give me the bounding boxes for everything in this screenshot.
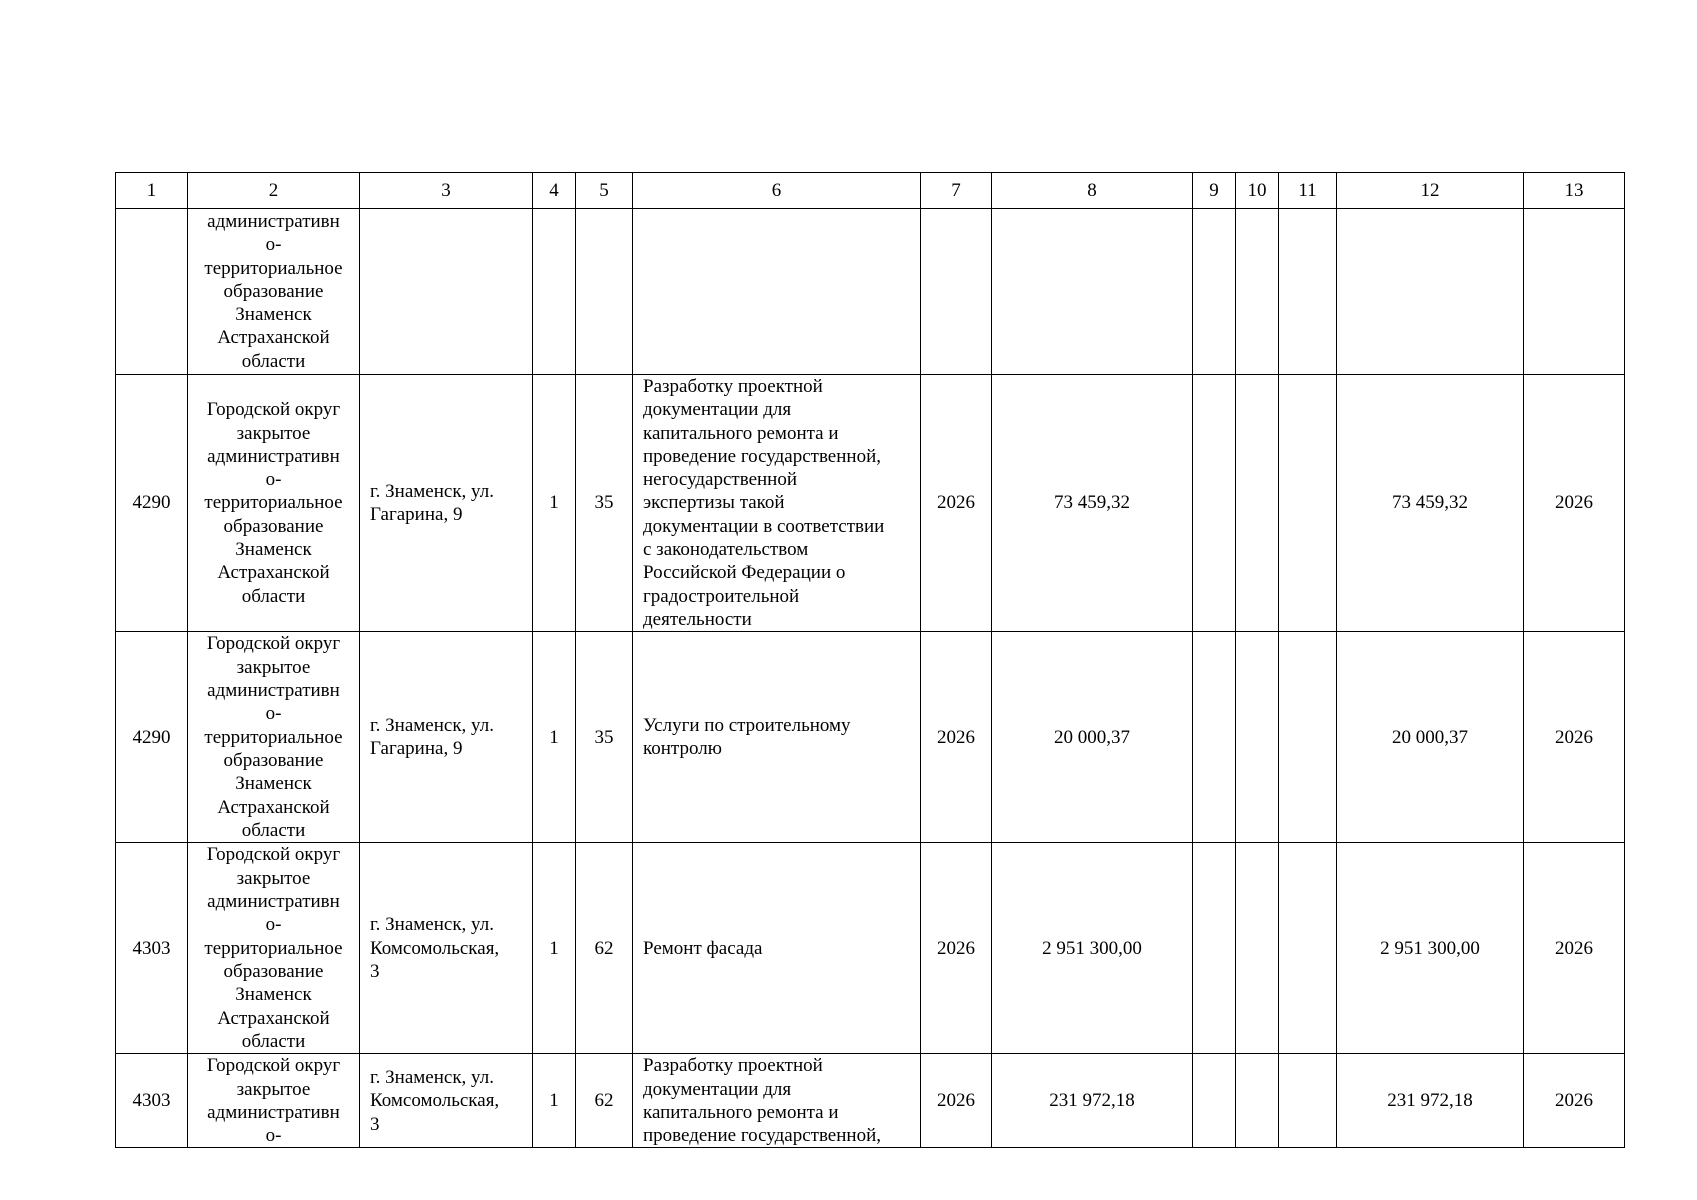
work-type-line: деятельности (643, 608, 752, 630)
address-line: Комсомольская, (370, 937, 500, 959)
work-type-line: градостроительной (643, 585, 800, 607)
amount-cell: 231 972,18 (1337, 1054, 1524, 1148)
year-cell: 2026 (921, 375, 992, 632)
municipality-line: административн (207, 445, 340, 467)
row-number-cell: 4303 (116, 843, 188, 1054)
municipality-line: образование (223, 280, 324, 302)
address-line: г. Знаменск, ул. (370, 714, 494, 736)
row-number-cell: 4290 (116, 375, 188, 632)
municipality-line: Астраханской (217, 327, 330, 349)
header-cell: 12 (1337, 173, 1524, 209)
header-cell: 9 (1193, 173, 1236, 209)
col10-cell (1236, 1054, 1279, 1148)
address-cell (360, 632, 533, 843)
completion-year-cell: 2026 (1524, 1054, 1625, 1148)
work-type-line: проведение государственной, (643, 445, 881, 467)
col11-cell (1279, 843, 1337, 1054)
row-number-cell: 4303 (116, 1054, 188, 1148)
address-line: Гагарина, 9 (370, 504, 463, 526)
header-cell: 1 (116, 173, 188, 209)
header-cell: 2 (188, 173, 360, 209)
municipality-line: административн (207, 680, 340, 702)
municipality-line: Знаменск (235, 539, 312, 561)
col4-cell (533, 209, 576, 375)
work-type-cell (633, 843, 921, 1054)
col9-cell (1193, 632, 1236, 843)
municipality-line: области (241, 350, 306, 372)
municipality-line: Астраханской (217, 1007, 330, 1029)
col11-cell (1279, 632, 1337, 843)
address-cell (360, 209, 533, 375)
work-type-line: проведение государственной, (643, 1125, 881, 1147)
completion-year-cell: 2026 (1524, 843, 1625, 1054)
work-type-cell (633, 375, 921, 632)
col4-cell: 1 (533, 375, 576, 632)
table-row (116, 632, 1625, 843)
row-number-cell: 4290 (116, 632, 188, 843)
col5-cell: 35 (576, 632, 633, 843)
municipality-line: территориальное (204, 492, 343, 514)
year-cell: 2026 (921, 632, 992, 843)
col10-cell (1236, 843, 1279, 1054)
municipality-cell (188, 209, 360, 375)
municipality-line: области (241, 585, 306, 607)
work-type-line: документации для (643, 1078, 792, 1100)
row-number-cell (116, 209, 188, 375)
year-cell: 2026 (921, 1054, 992, 1148)
address-cell (360, 375, 533, 632)
municipality-line: закрытое (236, 422, 311, 444)
header-cell: 4 (533, 173, 576, 209)
work-type-line: документации для (643, 399, 792, 421)
col9-cell (1193, 209, 1236, 375)
work-type-cell (633, 632, 921, 843)
amount-cell: 73 459,32 (1337, 375, 1524, 632)
cost-cell: 73 459,32 (992, 375, 1193, 632)
municipality-cell (188, 632, 360, 843)
completion-year-cell: 2026 (1524, 375, 1625, 632)
municipality-line: о- (265, 234, 282, 256)
address-cell (360, 843, 533, 1054)
municipality-line: образование (223, 515, 324, 537)
municipality-cell (188, 843, 360, 1054)
address-line: г. Знаменск, ул. (370, 914, 494, 936)
table-header-row (116, 173, 1625, 209)
municipality-line: закрытое (236, 656, 311, 678)
municipality-line: о- (265, 469, 282, 491)
municipality-line: образование (223, 749, 324, 771)
municipality-line: о- (265, 1125, 282, 1147)
municipality-line: территориальное (204, 726, 343, 748)
municipality-line: Городской округ (206, 399, 341, 421)
col4-cell: 1 (533, 1054, 576, 1148)
cost-cell (992, 209, 1193, 375)
header-cell: 6 (633, 173, 921, 209)
work-type-line: Услуги по строительному (643, 714, 851, 736)
municipality-line: Астраханской (217, 562, 330, 584)
header-cell: 10 (1236, 173, 1279, 209)
work-type-line: документации в соответствии (643, 515, 885, 537)
col4-cell: 1 (533, 843, 576, 1054)
municipality-cell (188, 1054, 360, 1148)
col11-cell (1279, 209, 1337, 375)
header-cell: 11 (1279, 173, 1337, 209)
work-type-line: Ремонт фасада (643, 937, 763, 959)
col11-cell (1279, 375, 1337, 632)
work-type-cell (633, 1054, 921, 1148)
col10-cell (1236, 375, 1279, 632)
table-row (116, 209, 1625, 375)
municipality-line: территориальное (204, 937, 343, 959)
col9-cell (1193, 375, 1236, 632)
amount-cell (1337, 209, 1524, 375)
address-line: Гагарина, 9 (370, 738, 463, 760)
cost-cell: 231 972,18 (992, 1054, 1193, 1148)
municipality-line: области (241, 819, 306, 841)
col9-cell (1193, 843, 1236, 1054)
header-cell: 7 (921, 173, 992, 209)
cost-cell: 20 000,37 (992, 632, 1193, 843)
completion-year-cell: 2026 (1524, 632, 1625, 843)
table-row (116, 1054, 1625, 1148)
cost-cell: 2 951 300,00 (992, 843, 1193, 1054)
municipality-line: Знаменск (235, 773, 312, 795)
municipality-line: закрытое (236, 867, 311, 889)
municipality-line: Знаменск (235, 984, 312, 1006)
municipality-line: Городской округ (206, 633, 341, 655)
municipality-line: о- (265, 914, 282, 936)
work-type-line: капитального ремонта и (643, 1101, 839, 1123)
address-line: г. Знаменск, ул. (370, 480, 494, 502)
capital-repair-table (115, 172, 1625, 1148)
col10-cell (1236, 632, 1279, 843)
municipality-line: территориальное (204, 257, 343, 279)
col4-cell: 1 (533, 632, 576, 843)
header-cell: 5 (576, 173, 633, 209)
year-cell: 2026 (921, 843, 992, 1054)
work-type-line: Российской Федерации о (643, 562, 846, 584)
municipality-line: Городской округ (206, 1055, 341, 1077)
municipality-line: Городской округ (206, 844, 341, 866)
municipality-line: области (241, 1030, 306, 1052)
col5-cell: 35 (576, 375, 633, 632)
col5-cell: 62 (576, 843, 633, 1054)
table-row (116, 843, 1625, 1054)
work-type-line: с законодательством (643, 539, 809, 561)
work-type-line: контролю (643, 738, 722, 760)
work-type-line: экспертизы такой (643, 492, 785, 514)
address-cell (360, 1054, 533, 1148)
work-type-cell (633, 209, 921, 375)
col11-cell (1279, 1054, 1337, 1148)
col5-cell: 62 (576, 1054, 633, 1148)
municipality-line: Астраханской (217, 796, 330, 818)
header-cell: 3 (360, 173, 533, 209)
municipality-line: административн (207, 1101, 340, 1123)
table-row (116, 375, 1625, 632)
year-cell (921, 209, 992, 375)
col5-cell (576, 209, 633, 375)
municipality-line: административн (207, 891, 340, 913)
municipality-line: административн (207, 210, 340, 232)
header-cell: 13 (1524, 173, 1625, 209)
amount-cell: 20 000,37 (1337, 632, 1524, 843)
work-type-line: капитального ремонта и (643, 422, 839, 444)
work-type-line: Разработку проектной (643, 1055, 823, 1077)
col10-cell (1236, 209, 1279, 375)
work-type-line: негосударственной (643, 469, 798, 491)
municipality-line: образование (223, 960, 324, 982)
completion-year-cell (1524, 209, 1625, 375)
col9-cell (1193, 1054, 1236, 1148)
municipality-line: закрытое (236, 1078, 311, 1100)
address-line: 3 (370, 1113, 380, 1135)
municipality-cell (188, 375, 360, 632)
address-line: г. Знаменск, ул. (370, 1066, 494, 1088)
address-line: 3 (370, 960, 380, 982)
header-cell: 8 (992, 173, 1193, 209)
address-line: Комсомольская, (370, 1090, 500, 1112)
municipality-line: о- (265, 703, 282, 725)
work-type-line: Разработку проектной (643, 376, 823, 397)
amount-cell: 2 951 300,00 (1337, 843, 1524, 1054)
municipality-line: Знаменск (235, 304, 312, 326)
